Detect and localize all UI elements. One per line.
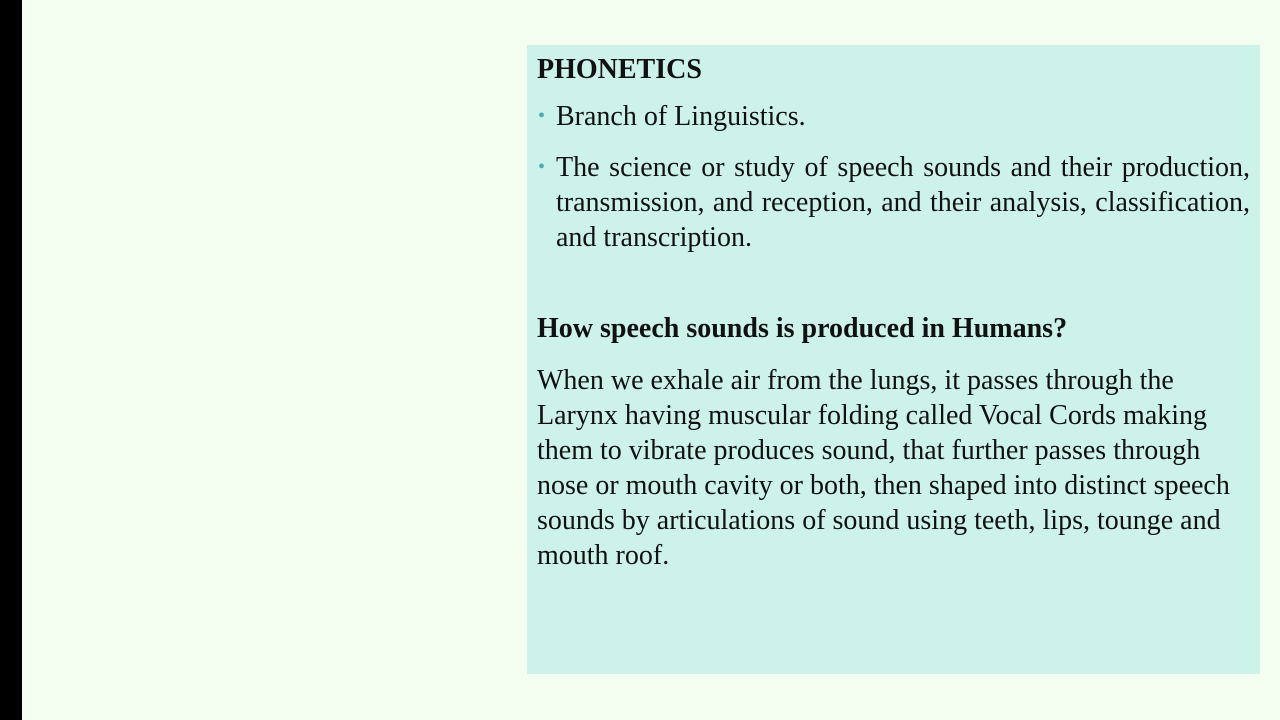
bullet-list	[537, 99, 1250, 255]
left-black-bar	[0, 0, 22, 720]
bullet-item-branch	[537, 99, 1250, 134]
slide-title: PHONETICS	[537, 54, 702, 85]
bullet-text: The science or study of speech sounds and their production, transmission, and reception, and their analysis, classification, and transcription.	[556, 152, 1250, 253]
bullet-text: Branch of Linguistics.	[556, 101, 806, 132]
section-subheading: How speech sounds is produced in Humans?	[537, 313, 1068, 344]
explanation-paragraph: When we exhale air from the lungs, it passes through the Larynx having muscular folding called Vocal Cords making them to vibrate produces sound, that further passes through nose or mouth cavity or both, then shaped into distinct speech sounds by articulations of sound using teeth, lips, tounge and mouth roof.	[537, 365, 1230, 571]
bullet-dot-icon: •	[538, 105, 546, 127]
slide-content-panel	[527, 45, 1260, 674]
bullet-dot-icon: •	[538, 156, 546, 178]
bullet-item-definition	[537, 150, 1250, 255]
section-spacer	[537, 271, 1250, 312]
